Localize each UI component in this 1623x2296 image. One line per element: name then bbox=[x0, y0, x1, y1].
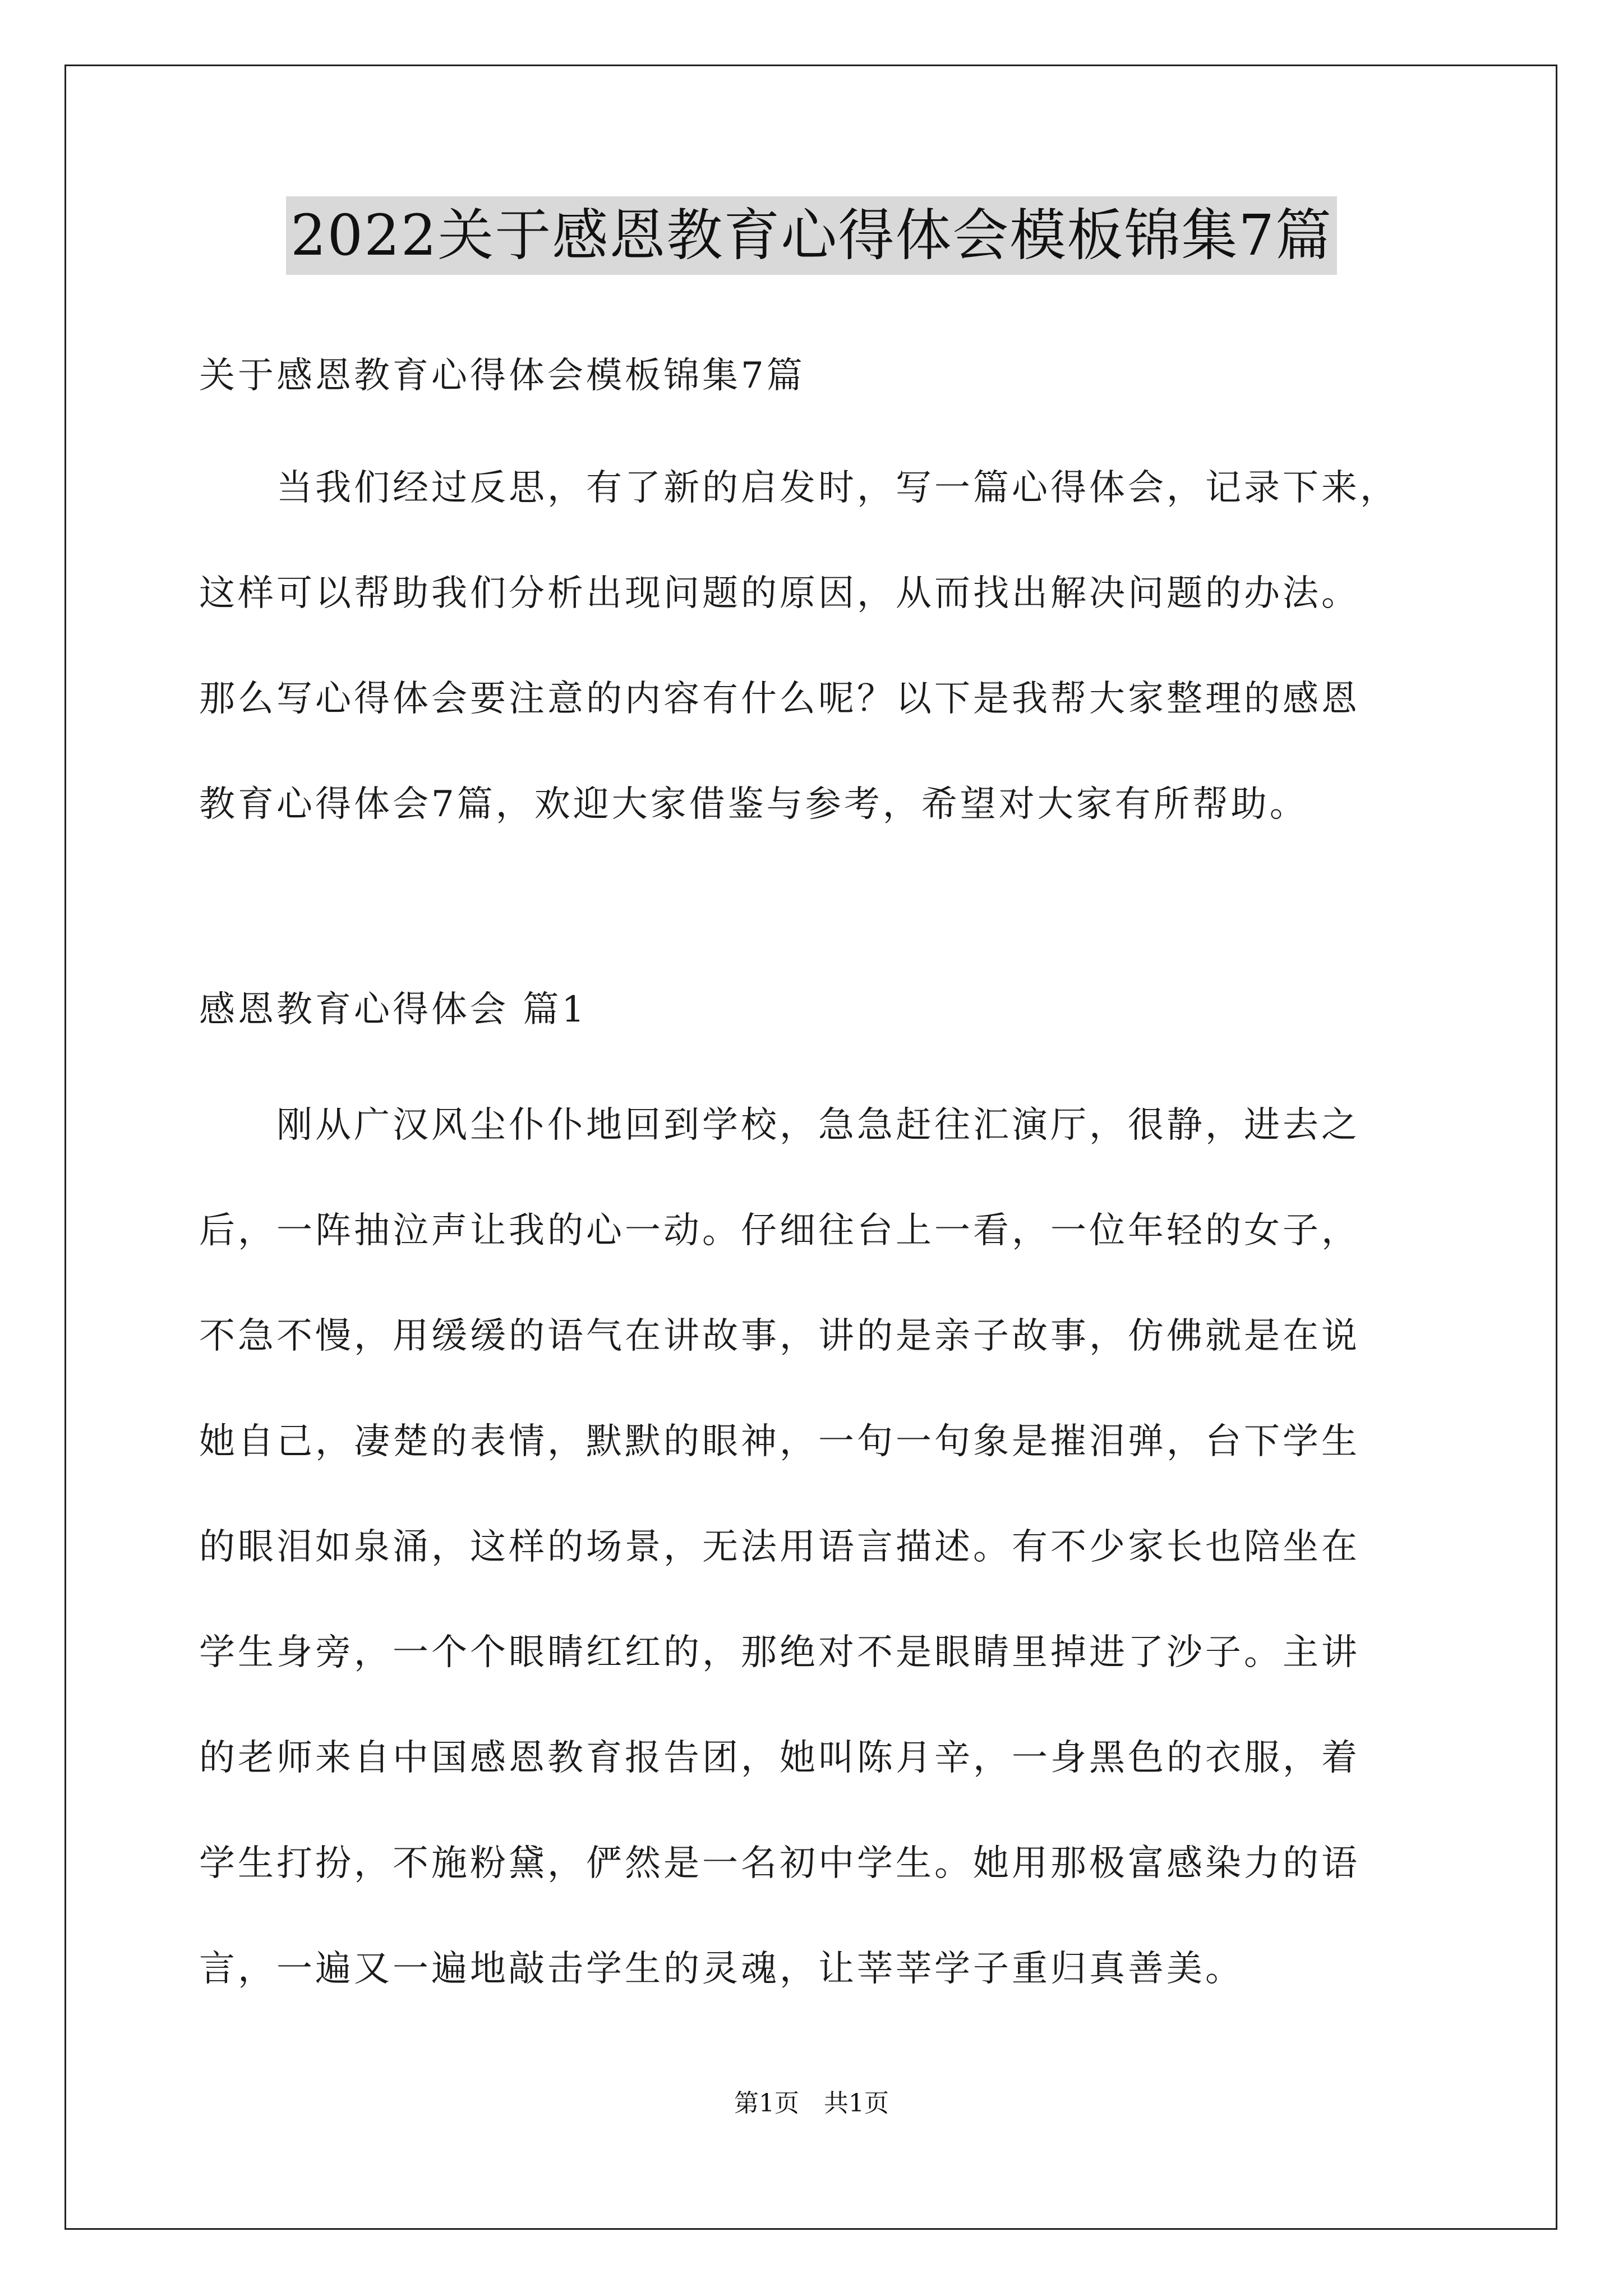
section-line[interactable]: 不急不慢，用缓缓的语气在讲故事，讲的是亲子故事，仿佛就是在说 bbox=[199, 1315, 1360, 1357]
section-line[interactable]: 学生打扮，不施粉黛，俨然是一名初中学生。她用那极富感染力的语 bbox=[199, 1843, 1360, 1884]
section-line[interactable]: 学生身旁，一个个眼睛红红的，那绝对不是眼睛里掉进了沙子。主讲 bbox=[199, 1632, 1360, 1673]
intro-line[interactable]: 这样可以帮助我们分析出现问题的原因，从而找出解决问题的办法。 bbox=[199, 573, 1360, 614]
section-line[interactable]: 言，一遍又一遍地敲击学生的灵魂，让莘莘学子重归真善美。 bbox=[199, 1948, 1244, 1990]
page-footer: 第1页 共1页 bbox=[734, 2089, 889, 2118]
section-heading[interactable]: 感恩教育心得体会 篇1 bbox=[199, 989, 588, 1030]
section-line[interactable]: 的眼泪如泉涌，这样的场景，无法用语言描述。有不少家长也陪坐在 bbox=[199, 1526, 1360, 1568]
intro-line[interactable]: 教育心得体会7篇，欢迎大家借鉴与参考，希望对大家有所帮助。 bbox=[199, 784, 1308, 825]
document-title[interactable]: 2022关于感恩教育心得体会模板锦集7篇 bbox=[286, 196, 1337, 275]
title-container bbox=[0, 196, 1623, 275]
document-subtitle[interactable]: 关于感恩教育心得体会模板锦集7篇 bbox=[199, 355, 805, 397]
intro-line[interactable]: 当我们经过反思，有了新的启发时，写一篇心得体会，记录下来， bbox=[199, 467, 1399, 509]
intro-line[interactable]: 那么写心得体会要注意的内容有什么呢？以下是我帮大家整理的感恩 bbox=[199, 678, 1360, 720]
section-line[interactable]: 刚从广汉风尘仆仆地回到学校，急急赶往汇演厅，很静，进去之 bbox=[199, 1105, 1360, 1146]
section-line[interactable]: 的老师来自中国感恩教育报告团，她叫陈月辛，一身黑色的衣服，着 bbox=[199, 1737, 1360, 1779]
section-line[interactable]: 后，一阵抽泣声让我的心一动。仔细往台上一看，一位年轻的女子， bbox=[199, 1210, 1360, 1251]
section-line[interactable]: 她自己，凄楚的表情，默默的眼神，一句一句象是摧泪弹，台下学生 bbox=[199, 1421, 1360, 1462]
